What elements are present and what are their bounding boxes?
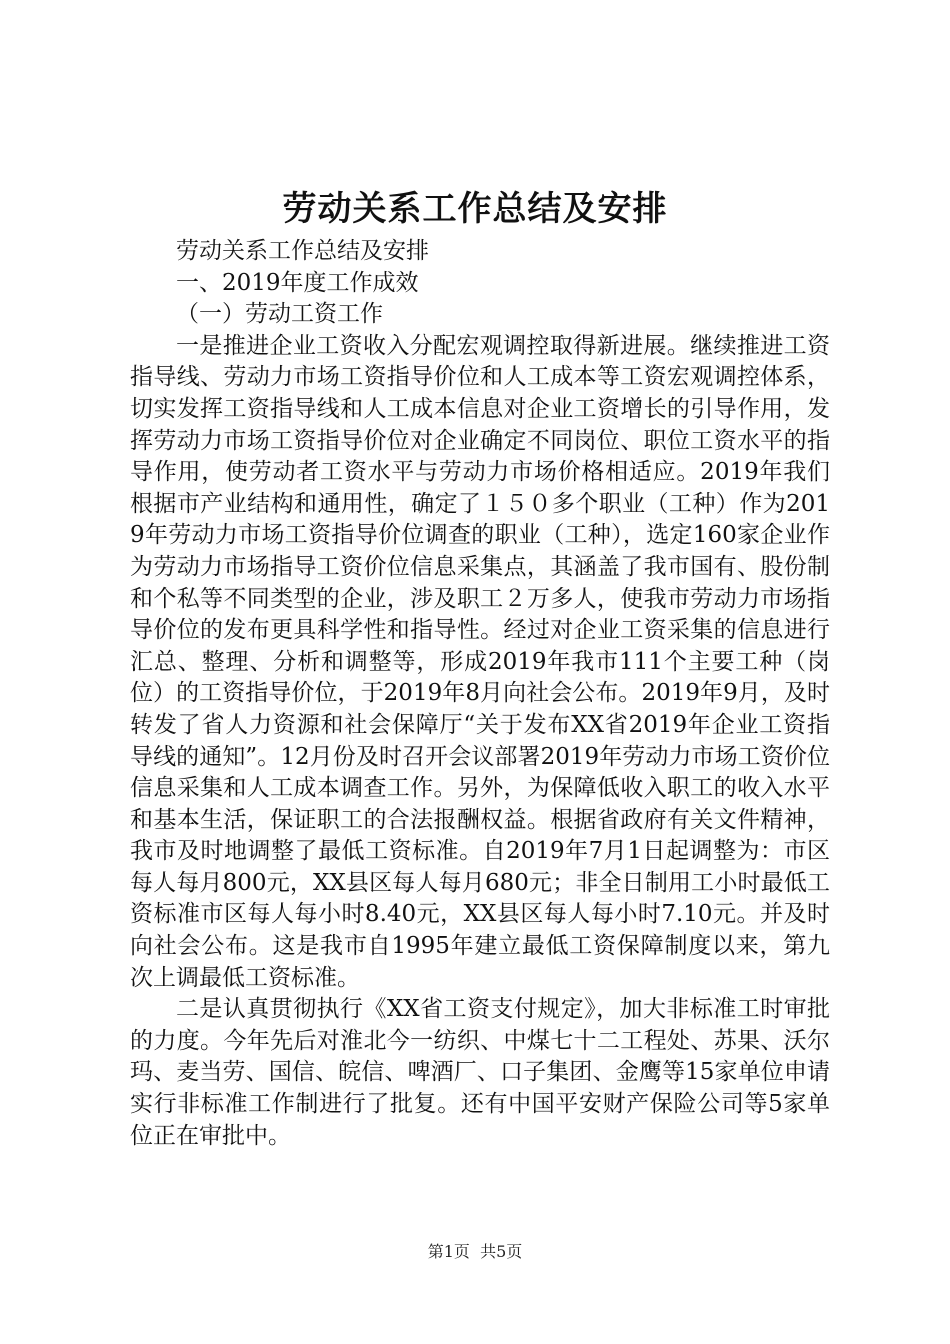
paragraph-section-heading: 一、2019年度工作成效 — [176, 269, 419, 296]
page-footer — [0, 1240, 950, 1264]
page-number: 第1页 共5页 — [427, 1242, 523, 1261]
paragraph-subsection-heading: （一）劳动工资工作 — [176, 301, 383, 328]
paragraph-heading: 劳动关系工作总结及安排 — [176, 238, 429, 264]
document-title: 劳动关系工作总结及安排 — [282, 189, 668, 229]
document-body — [130, 236, 830, 1152]
paragraph-wage-macro-control: 一是推进企业工资收入分配宏观调控取得新进展。继续推进工资指导线、劳动力市场工资指导价位和人工成本等工资宏观调控体系，切实发挥工资指导线和人工成本信息对企业工资增长的引导作用，发挥劳动力市场工资指导价位对企业确定不同岗位、职位工资水平的指导作用，使劳动者工资水平与劳动力市场价格相适应。2019年我们根据市产业结构和通用性，确定了１５０多个职业（工种）作为2019年劳动力市场工资指导价位调查的职业（工种），选定160家企业作为劳动力市场指导工资价位信息采集点，其涵盖了我市国有、股份制和个私等不同类型的企业，涉及职工２万多人，使我市劳动力市场指导价位的发布更具科学性和指导性。经过对企业工资采集的信息进行汇总、整理、分析和调整等，形成2019年我市111个主要工种（岗位）的工资指导价位，于2019年8月向社会公布。2019年9月，及时转发了省人力资源和社会保障厅“关于发布XX省2019年企业工资指导线的通知”。12月份及时召开会议部署2019年劳动力市场工资价位信息采集和人工成本调查工作。另外，为保障低收入职工的收入水平和基本生活，保证职工的合法报酬权益。根据省政府有关文件精神，我市及时地调整了最低工资标准。自2019年7月1日起调整为：市区每人每月800元，XX县区每人每月680元；非全日制用工小时最低工资标准市区每人每小时8.40元，XX县区每人每小时7.10元。并及时向社会公布。这是我市自1995年建立最低工资保障制度以来，第九次上调最低工资标准。 — [130, 332, 830, 991]
paragraph-working-hours-approval: 二是认真贯彻执行《XX省工资支付规定》，加大非标准工时审批的力度。今年先后对淮北今一纺织、中煤七十二工程处、苏果、沃尔玛、麦当劳、国信、皖信、啤酒厂、口子集团、金鹰等15家单位申请实行非标准工作制进行了批复。还有中国平安财产保险公司等5家单位正在审批中。 — [130, 996, 830, 1149]
